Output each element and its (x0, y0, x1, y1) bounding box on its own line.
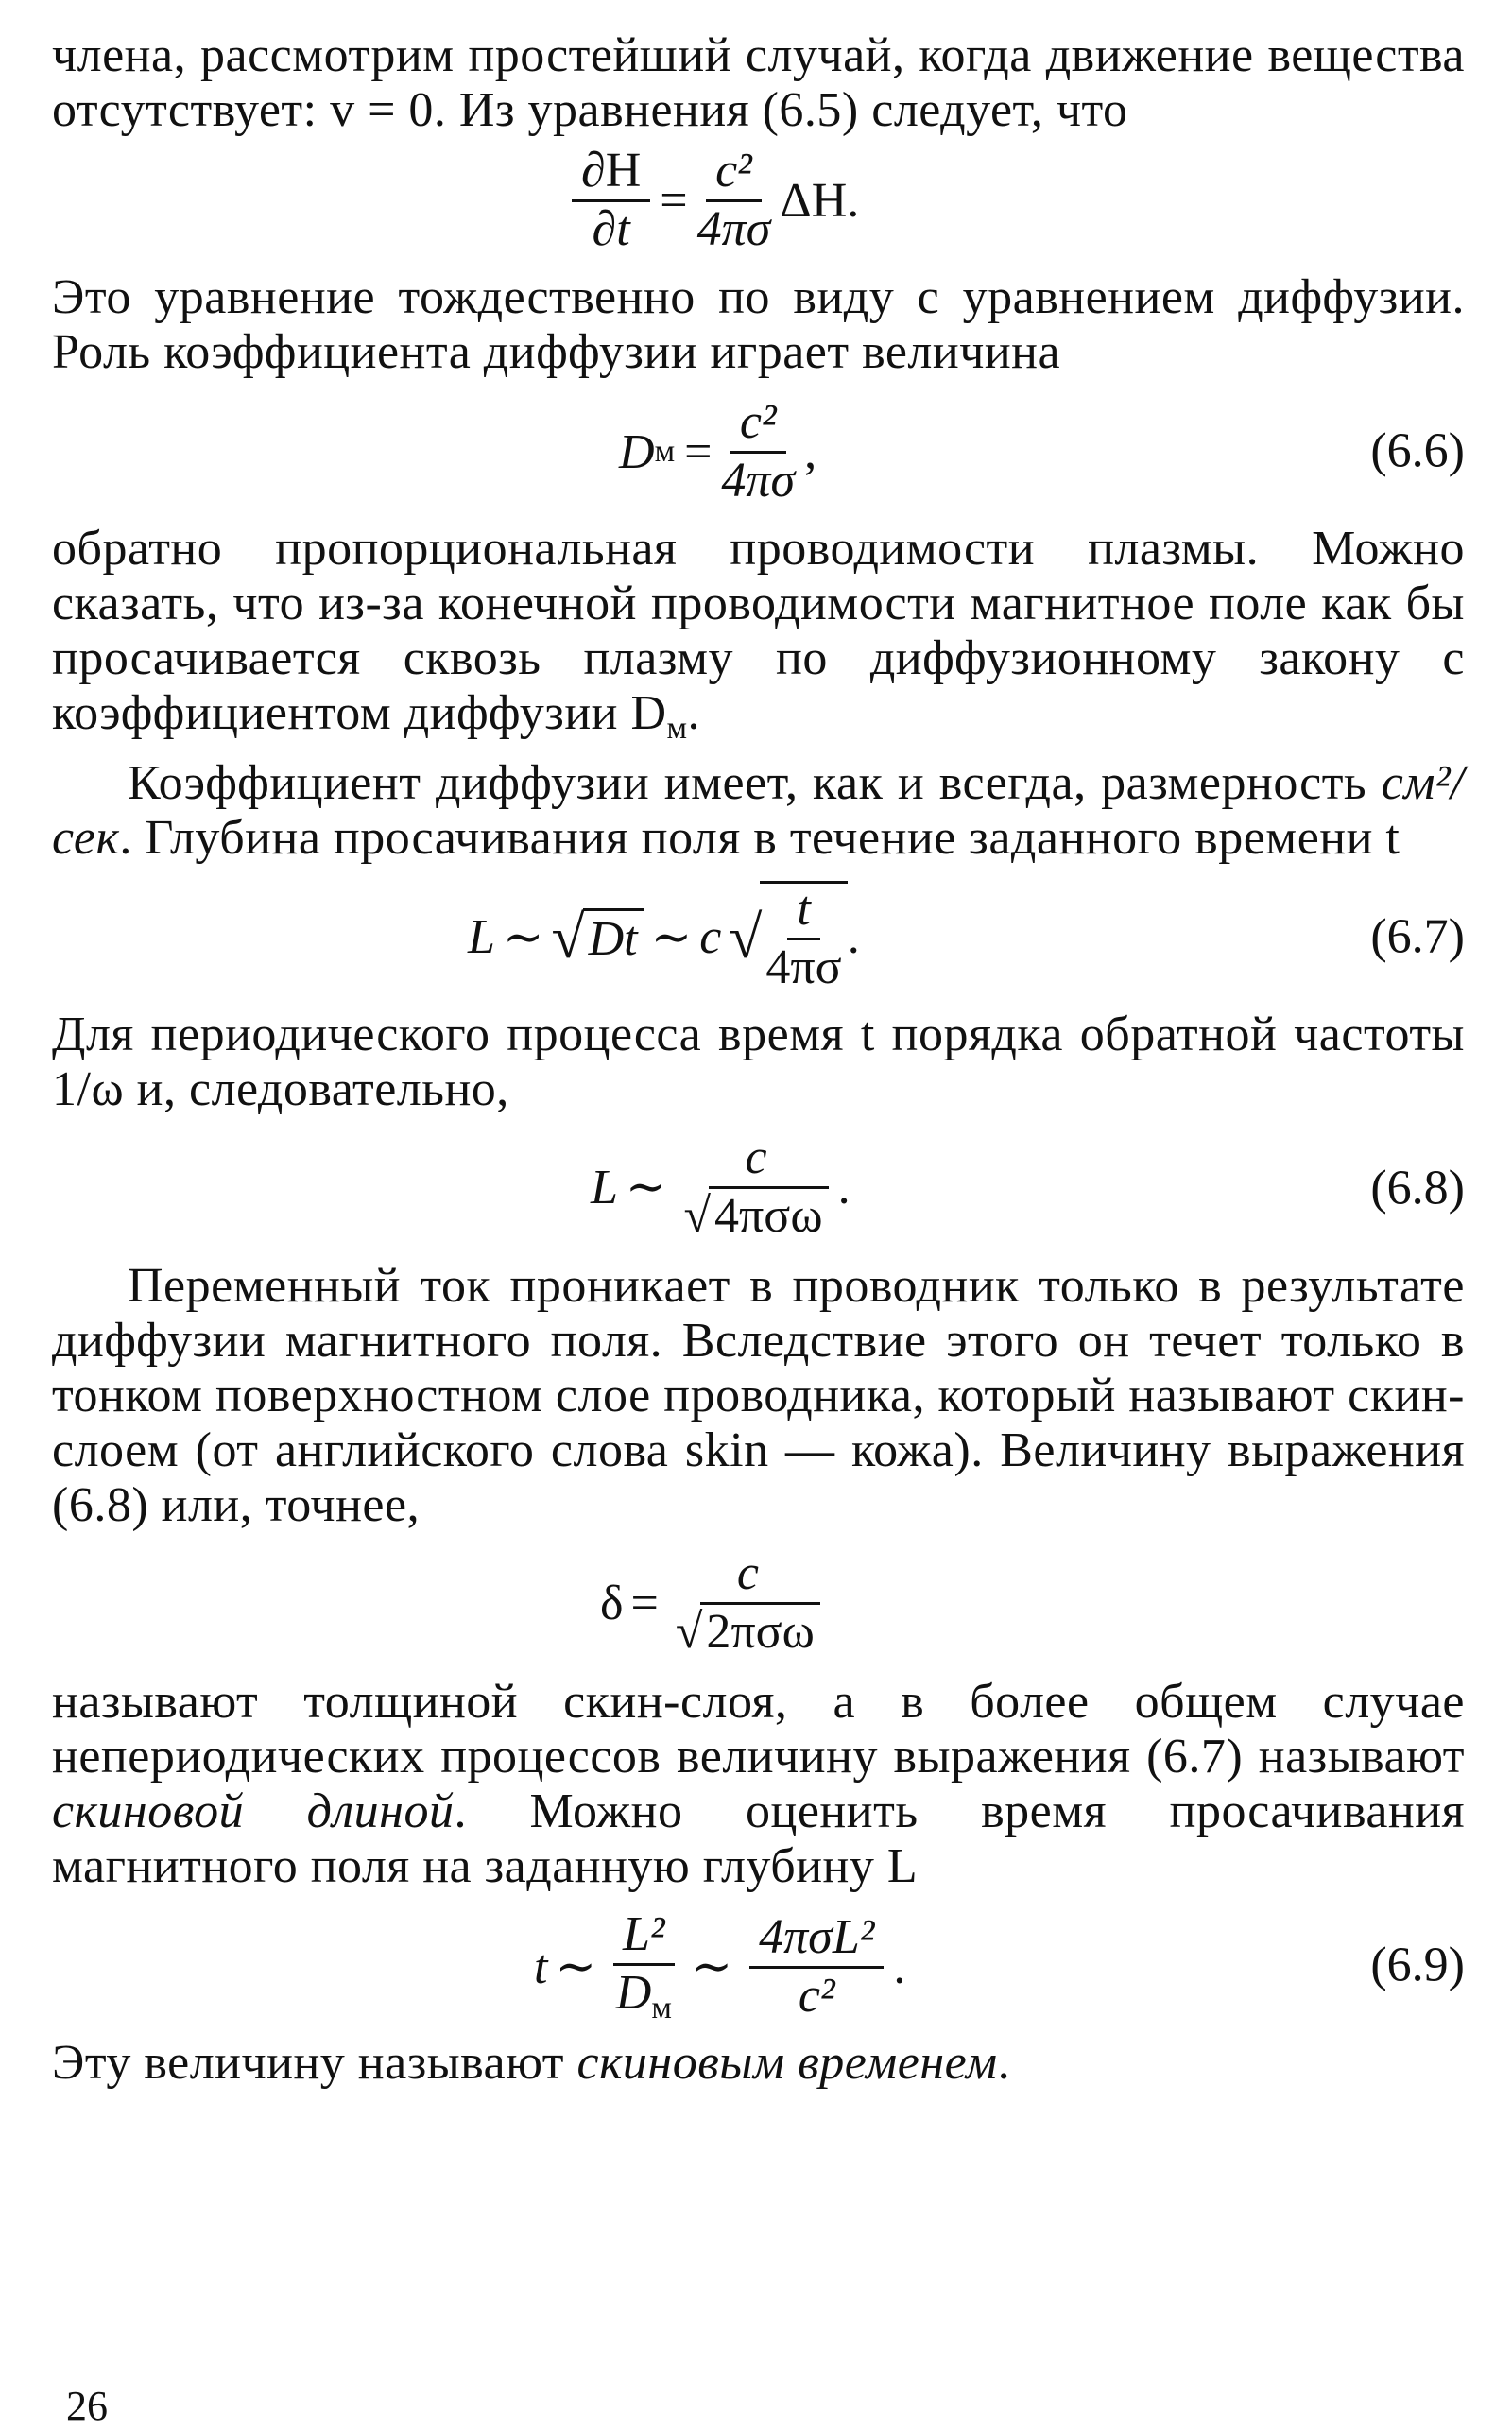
laplacian-H: ΔH. (780, 173, 860, 228)
period: . (837, 1160, 850, 1215)
equation-skin-depth (52, 1533, 1465, 1675)
numerator: ∂H (572, 146, 650, 202)
paragraph-8-text-b: . (997, 2036, 1011, 2090)
subscript-m: м (654, 434, 676, 470)
equation-6-6 (52, 380, 1465, 522)
numerator: c² (730, 397, 786, 454)
numerator: 4πσL² (749, 1912, 884, 1969)
denominator: 4πσ (721, 453, 796, 508)
fraction-4pisigmaL2-c2 (749, 1912, 884, 2022)
term-skin-length: скиновой длиной (52, 1784, 455, 1838)
numerator: c² (706, 146, 762, 202)
tilde-sign: ∼ (625, 1161, 667, 1215)
equation-6-9 (52, 1894, 1465, 2036)
equals-sign: = (660, 173, 688, 228)
fraction-c-sqrt (684, 1132, 829, 1242)
equation-label-6-8: (6.8) (1370, 1161, 1465, 1215)
numerator: c (735, 1132, 776, 1189)
denominator (616, 1966, 672, 2025)
equation-label-6-6: (6.6) (1370, 423, 1465, 478)
period: . (893, 1939, 906, 1994)
symbol-delta: δ (600, 1576, 624, 1630)
paragraph-4 (52, 756, 1465, 866)
radical-sign-icon: √ (729, 903, 763, 971)
subscript-m: м (651, 1990, 672, 2025)
paragraph-7-text-a: называют толщиной скин-слоя, а в более общем случае непериодических процессов величину выражения (6.7) называют (52, 1675, 1465, 1784)
paragraph-5: Для периодического процесса время t порядка обратной частоты 1/ω и, следовательно, (52, 1008, 1465, 1116)
symbol-D: D (615, 1965, 652, 2020)
paragraph-3 (52, 522, 1465, 756)
symbol-L: L (591, 1160, 618, 1215)
page-number: 26 (66, 2383, 108, 2429)
tilde-sign: ∼ (650, 910, 693, 965)
equation-label-6-7: (6.7) (1370, 909, 1465, 964)
paragraph-4-text-b: . Глубина просачивания поля в течение заданного времени t (119, 811, 1400, 865)
radicand-fraction (760, 881, 847, 993)
fraction-dH-dt (572, 146, 650, 255)
term-skin-time: скиновым временем (576, 2036, 998, 2090)
radicand: 2πσω (700, 1602, 820, 1659)
equation-6-7 (52, 866, 1465, 1008)
radical-sign-icon: √ (551, 903, 585, 971)
comma: , (804, 424, 817, 479)
tilde-sign: ∼ (502, 910, 544, 965)
numerator: L² (613, 1909, 675, 1966)
symbol-t: t (534, 1939, 548, 1994)
equals-sign: = (684, 424, 713, 479)
denominator: c² (798, 1968, 835, 2023)
radicand-Dt: Dt (583, 908, 644, 967)
fraction-c2-4pisigma (721, 397, 795, 507)
equation-6-8 (52, 1117, 1465, 1259)
tilde-sign: ∼ (555, 1940, 597, 1995)
radical-sign-icon: √ (675, 1604, 703, 1659)
paragraph-6: Переменный ток проникает в проводник только в результате диффузии магнитного поля. Вследствие этого он течет только в тонком поверхностном слое проводника, который называют скин-слоем (от английского слова skin — кожа). Величину выражения (6.8) или, точнее, (52, 1259, 1465, 1532)
symbol-D: D (619, 424, 655, 479)
fraction-c-sqrt (676, 1548, 820, 1658)
numerator: t (787, 884, 819, 940)
denominator (676, 1605, 820, 1659)
paragraph-7 (52, 1675, 1465, 1894)
radicand: 4πσω (709, 1186, 829, 1243)
paragraph-8 (52, 2036, 1465, 2091)
equals-sign: = (630, 1576, 659, 1630)
page-content (52, 28, 1465, 2091)
symbol-c: c (699, 910, 722, 965)
denominator: ∂t (592, 201, 630, 256)
equation-diffusion-H (52, 138, 1465, 270)
period: . (687, 686, 701, 740)
fraction-L2-Dm (613, 1909, 675, 2025)
paragraph-4-text-a: Коэффициент диффузии имеет, как и всегда, размерность (128, 756, 1382, 810)
radical-sign-icon: √ (683, 1188, 712, 1243)
period: . (847, 910, 860, 965)
symbol-L: L (468, 910, 495, 965)
paragraph-7-text-b: . Можно оценить время просачивания магнитного поля на заданную глубину L (52, 1784, 1465, 1893)
fraction-c2-4pisigma (697, 146, 771, 255)
paragraph-3-text: обратно пропорциональная проводимости плазмы. Можно сказать, что из-за конечной проводимости магнитное поле как бы просачивается сквозь плазму по диффузионному закону с коэффициентом диффузии D (52, 522, 1465, 740)
denominator: 4πσ (696, 201, 771, 256)
equation-label-6-9: (6.9) (1370, 1938, 1465, 1992)
paragraph-2: Это уравнение тождественно по виду с уравнением диффузии. Роль коэффициента диффузии играет величина (52, 270, 1465, 379)
subscript-m: м (666, 711, 688, 746)
numerator: c (728, 1548, 768, 1605)
paragraph-8-text-a: Эту величину называют (52, 2036, 577, 2090)
tilde-sign: ∼ (691, 1940, 733, 1995)
denominator: 4πσ (765, 939, 842, 994)
paragraph-1: члена, рассмотрим простейший случай, когда движение вещества отсутствует: v = 0. Из уравнения (6.5) следует, что (52, 28, 1465, 137)
unit-cm2-sec: см²/сек (52, 756, 1465, 865)
denominator (684, 1189, 829, 1243)
